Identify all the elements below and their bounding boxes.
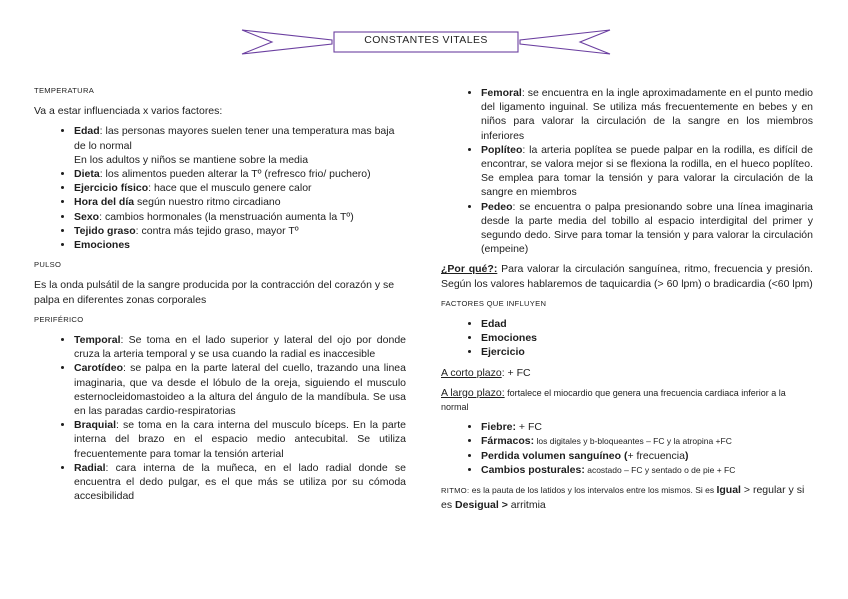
list-item: • Fármacos: los digitales y b-bloqueantes – FC y la atropina +FC bbox=[481, 434, 813, 448]
temperatura-list bbox=[34, 124, 406, 252]
ritmo-paragraph: RITMO: es la pauta de los latidos y los intervalos entre los mismos. Si es Igual > regular y si es Desigual > arritmia bbox=[441, 484, 805, 512]
list-item: • Hora del día según nuestro ritmo circadiano bbox=[74, 195, 406, 209]
porque-paragraph: ¿Por qué?: Para valorar la circulación sanguínea, ritmo, frecuencia y presión. Según los valores hablaremos de taquicardia (> 60 lpm) o bradicardia (<60 lpm) bbox=[441, 263, 813, 290]
list-item: • Carotídeo: se palpa en la parte lateral del cuello, trazando una linea imaginaria, que va desde el lóbulo de la oreja, siguiendo el musculo esternocleidomastoideo a la altura del ángulo de la mandíbula. Se usa en las paradas cardio-respiratorias bbox=[74, 361, 406, 418]
list-item: • Tejido graso: contra más tejido graso, mayor Tº bbox=[74, 224, 406, 238]
list-item: • Emociones bbox=[481, 331, 813, 345]
list-item: • Sexo: cambios hormonales (la menstruación aumenta la Tº) bbox=[74, 210, 406, 224]
temperatura-heading: TEMPERATURA bbox=[34, 86, 95, 95]
list-item: • Emociones bbox=[74, 238, 406, 252]
corto-plazo: A corto plazo: + FC bbox=[441, 366, 531, 379]
title-banner bbox=[240, 26, 612, 58]
list-item: • Poplíteo: la arteria poplítea se puede palpar en la rodilla, es difícil de encontrar, se valora mejor si se flexiona la rodilla, en el hueco poplíteo. Se emplea para tomar la tensión y para valorar la circulación de la sangre en miembros bbox=[481, 143, 813, 200]
list-item: • Cambios posturales: acostado – FC y sentado o de pie + FC bbox=[481, 463, 813, 477]
pulso-intro: Es la onda pulsátil de la sangre producida por la contracción del corazón y se palpa en diferentes zonas corporales bbox=[34, 279, 395, 306]
list-item: • Temporal: Se toma en el lado superior y lateral del ojo por donde cruza la arteria temporal y se usa cuando la radial es inaccesible bbox=[74, 333, 406, 361]
list-item: • Radial: cara interna de la muñeca, en el lado radial donde se encuentra el dedo pulgar, es el que más se utiliza por su cómoda accesibilidad bbox=[74, 461, 406, 504]
list-item: • Femoral: se encuentra en la ingle aproximadamente en el punto medio del ligamento inguinal. Se utiliza más frecuentemente en bebes y en niños para valorar la circulación de la sangre en los miembros inferiores bbox=[481, 86, 813, 143]
list-item: • Braquial: se toma en la cara interna del musculo bíceps. En la parte interna del brazo en el espacio medio antecubital. Se utiliza frecuentemente para tomar la tensión arterial bbox=[74, 418, 406, 461]
list-item: • Pedeo: se encuentra o palpa presionando sobre una línea imaginaria desde la parte media del tobillo al espacio interdigital del primer y segundo dedo. Sirve para tomar la tensión y para valorar la circulación (empeine) bbox=[481, 200, 813, 257]
pulso-heading: PULSO bbox=[34, 260, 62, 270]
largo-plazo-list bbox=[441, 420, 813, 477]
temperatura-intro: Va a estar influenciada x varios factores: bbox=[34, 105, 223, 118]
list-item: • Ejercicio físico: hace que el musculo genere calor bbox=[74, 181, 406, 195]
left-column bbox=[34, 84, 406, 509]
list-item: • Perdida volumen sanguíneo (+ frecuencia) bbox=[481, 449, 813, 463]
pulso-list bbox=[34, 333, 406, 503]
periferico-heading: PERIFÉRICO bbox=[34, 314, 84, 324]
list-item: • Ejercicio bbox=[481, 345, 813, 359]
page-title: CONSTANTES VITALES bbox=[364, 34, 488, 46]
list-item: • Edad: las personas mayores suelen tener una temperatura mas baja de lo normal En los adultos y niños se mantiene sobre la media bbox=[74, 124, 406, 167]
factores-heading: FACTORES QUE INFLUYEN bbox=[441, 298, 547, 308]
list-item: • Edad bbox=[481, 317, 813, 331]
factores-list bbox=[441, 317, 813, 360]
largo-plazo: A largo plazo: fortalece el miocardio que genera una frecuencia cardiaca inferior a la normal bbox=[441, 386, 786, 413]
right-column bbox=[441, 86, 813, 518]
list-item: • Fiebre: + FC bbox=[481, 420, 813, 434]
list-item: • Dieta: los alimentos pueden alterar la Tº (refresco frio/ puchero) bbox=[74, 167, 406, 181]
pulso-list-continued bbox=[441, 86, 813, 256]
